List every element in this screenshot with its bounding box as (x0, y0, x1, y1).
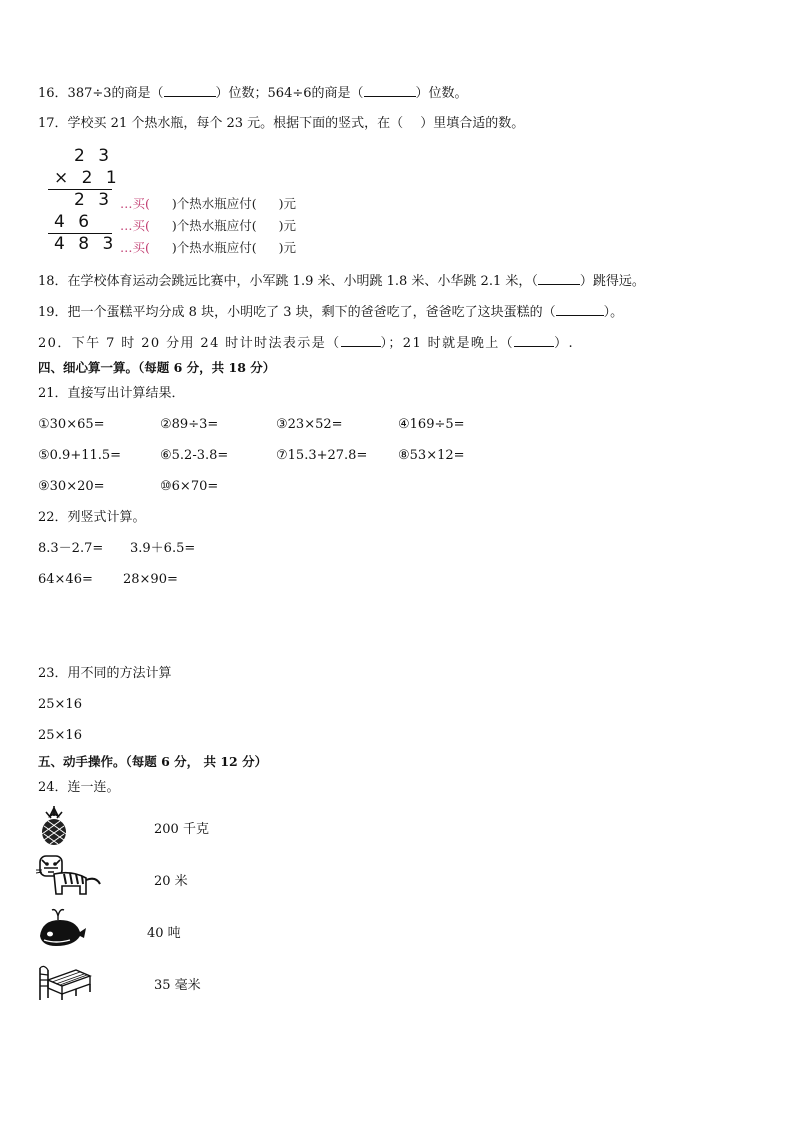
vertical-calc-item: 3.9＋6.5= (130, 541, 196, 556)
q18-text-a: 18．在学校体育运动会跳远比赛中，小军跳 1.9 米、小明跳 1.8 米、小华跳 2.1 米，（ (38, 274, 538, 289)
question-23-title: 23．用不同的方法计算 (38, 666, 172, 681)
question-21-title: 21．直接写出计算结果． (38, 386, 185, 401)
question-22-title: 22．列竖式计算。 (38, 510, 146, 525)
calc-item: ⑦15.3+27.8= (276, 448, 368, 463)
q20-text-c: ）. (554, 336, 575, 351)
calc-item: ⑤0.9+11.5= (38, 448, 122, 463)
question-19 (38, 303, 623, 321)
match-label[interactable]: 20 米 (154, 874, 188, 889)
answer-blank[interactable] (341, 334, 381, 347)
multiplicand: 2 3 (74, 146, 114, 166)
tiger-icon[interactable] (36, 854, 102, 898)
note-suffix: )元 (278, 240, 297, 255)
vertical-note-3 (120, 238, 296, 256)
match-label[interactable]: 40 吨 (147, 926, 181, 941)
vertical-calc-item: 28×90= (123, 572, 178, 587)
calc-item: ⑧53×12= (398, 448, 465, 463)
q19-text-b: ）。 (603, 305, 624, 320)
q20-text-b: ）；21 时就是晚上（ (380, 336, 515, 351)
method-item: 25×16 (38, 728, 82, 743)
answer-blank[interactable] (164, 84, 216, 97)
partial-product-2: 4 6 (54, 212, 94, 232)
bed-icon[interactable] (36, 958, 94, 1002)
q16-text-c: ）位数。 (415, 86, 468, 101)
pineapple-icon[interactable] (36, 806, 72, 846)
answer-blank[interactable] (514, 334, 554, 347)
note-prefix: …买( (120, 196, 150, 211)
note-prefix: …买( (120, 218, 150, 233)
match-label[interactable]: 200 千克 (154, 822, 209, 837)
question-24-title: 24．连一连。 (38, 780, 120, 795)
q19-text-a: 19．把一个蛋糕平均分成 8 块，小明吃了 3 块，剩下的爸爸吃了，爸爸吃了这块蛋糕的（ (38, 305, 556, 320)
section-4-heading: 四、细心算一算。（每题 6 分，共 18 分） (38, 360, 276, 375)
match-label[interactable]: 35 毫米 (154, 978, 201, 993)
vertical-calc-item: 8.3－2.7= (38, 541, 104, 556)
vertical-note-1 (120, 194, 296, 212)
answer-blank[interactable] (538, 272, 580, 285)
calc-item: ③23×52= (276, 417, 343, 432)
question-20 (38, 334, 574, 352)
note-mid: )个热水瓶应付( (171, 196, 257, 211)
vertical-note-2 (120, 216, 296, 234)
q18-text-b: ）跳得远。 (579, 274, 645, 289)
note-suffix: )元 (278, 196, 297, 211)
vertical-multiplication (44, 146, 374, 256)
whale-icon[interactable] (36, 906, 86, 948)
q20-text-a: 20．下午 7 时 20 分用 24 时计时法表示是（ (38, 336, 341, 351)
section-5-heading: 五、动手操作。（每题 6 分， 共 12 分） (38, 754, 268, 769)
note-mid: )个热水瓶应付( (171, 240, 257, 255)
note-mid: )个热水瓶应付( (171, 218, 257, 233)
question-17: 17．学校买 21 个热水瓶，每个 23 元。根据下面的竖式，在（ ）里填合适的数。 (38, 116, 525, 131)
q16-text-b: ）位数；564÷6的商是（ (215, 86, 364, 101)
product: 4 8 3 (54, 234, 118, 254)
calc-item: ⑥5.2-3.8= (160, 448, 229, 463)
partial-product-1: 2 3 (74, 190, 114, 210)
q16-text-a: 16．387÷3的商是（ (38, 86, 164, 101)
answer-blank[interactable] (556, 303, 604, 316)
calc-item: ④169÷5= (398, 417, 465, 432)
vertical-calc-item: 64×46= (38, 572, 93, 587)
calc-item: ②89÷3= (160, 417, 219, 432)
calc-item: ①30×65= (38, 417, 105, 432)
calc-item: ⑨30×20= (38, 479, 105, 494)
multiplier: × 2 1 (54, 168, 121, 188)
question-18 (38, 272, 645, 290)
note-prefix: …买( (120, 240, 150, 255)
calc-item: ⑩6×70= (160, 479, 219, 494)
method-item: 25×16 (38, 697, 82, 712)
note-suffix: )元 (278, 218, 297, 233)
question-16 (38, 84, 468, 102)
answer-blank[interactable] (364, 84, 416, 97)
